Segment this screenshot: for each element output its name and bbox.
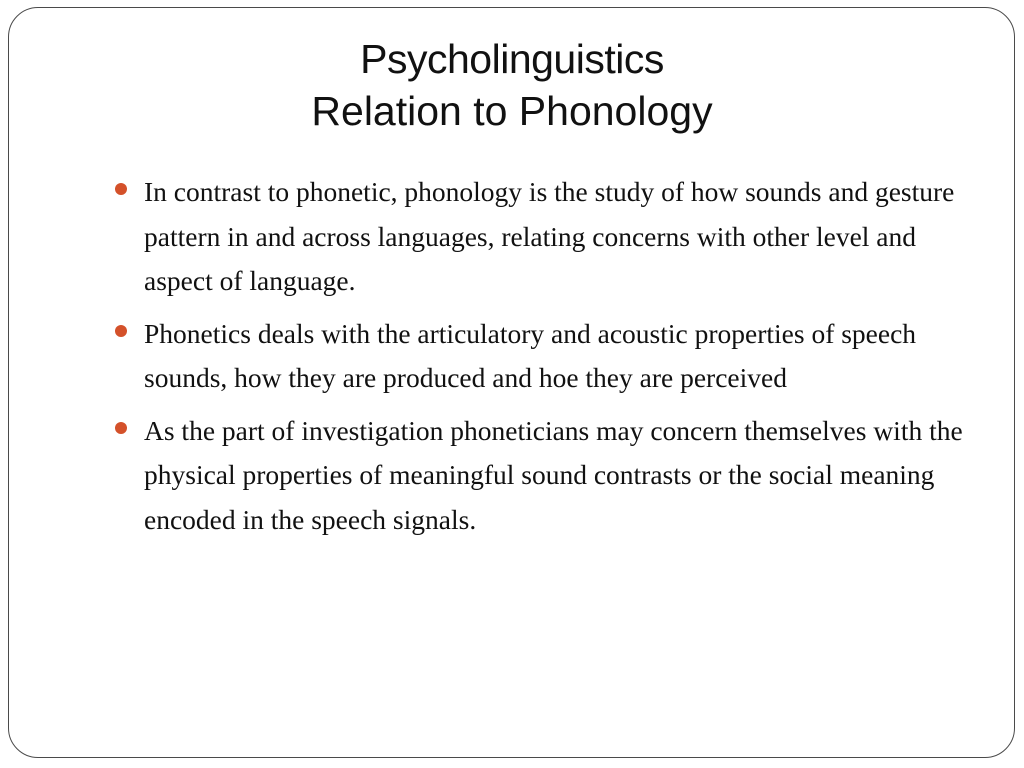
bullet-item: [114, 312, 974, 401]
bullet-list: [114, 170, 974, 550]
bullet-text: In contrast to phonetic, phonology is the study of how sounds and gesture pattern in and across languages, relating concerns with other level and aspect of language.: [144, 176, 955, 296]
bullet-item: [114, 170, 974, 304]
bullet-text: As the part of investigation phoneticians may concern themselves with the physical properties of meaningful sound contrasts or the social meaning encoded in the speech signals.: [144, 414, 963, 535]
slide-subtitle: Relation to Phonology: [311, 88, 713, 134]
bullet-item: [114, 409, 974, 543]
bullet-dot-icon: [115, 325, 127, 337]
slide-title: Psycholinguistics: [360, 36, 664, 82]
bullet-dot-icon: [115, 183, 127, 195]
title-block: [40, 33, 984, 137]
bullet-text: Phonetics deals with the articulatory and acoustic properties of speech sounds, how they are produced and hoe they are perceived: [144, 317, 917, 393]
bullet-dot-icon: [115, 422, 127, 434]
